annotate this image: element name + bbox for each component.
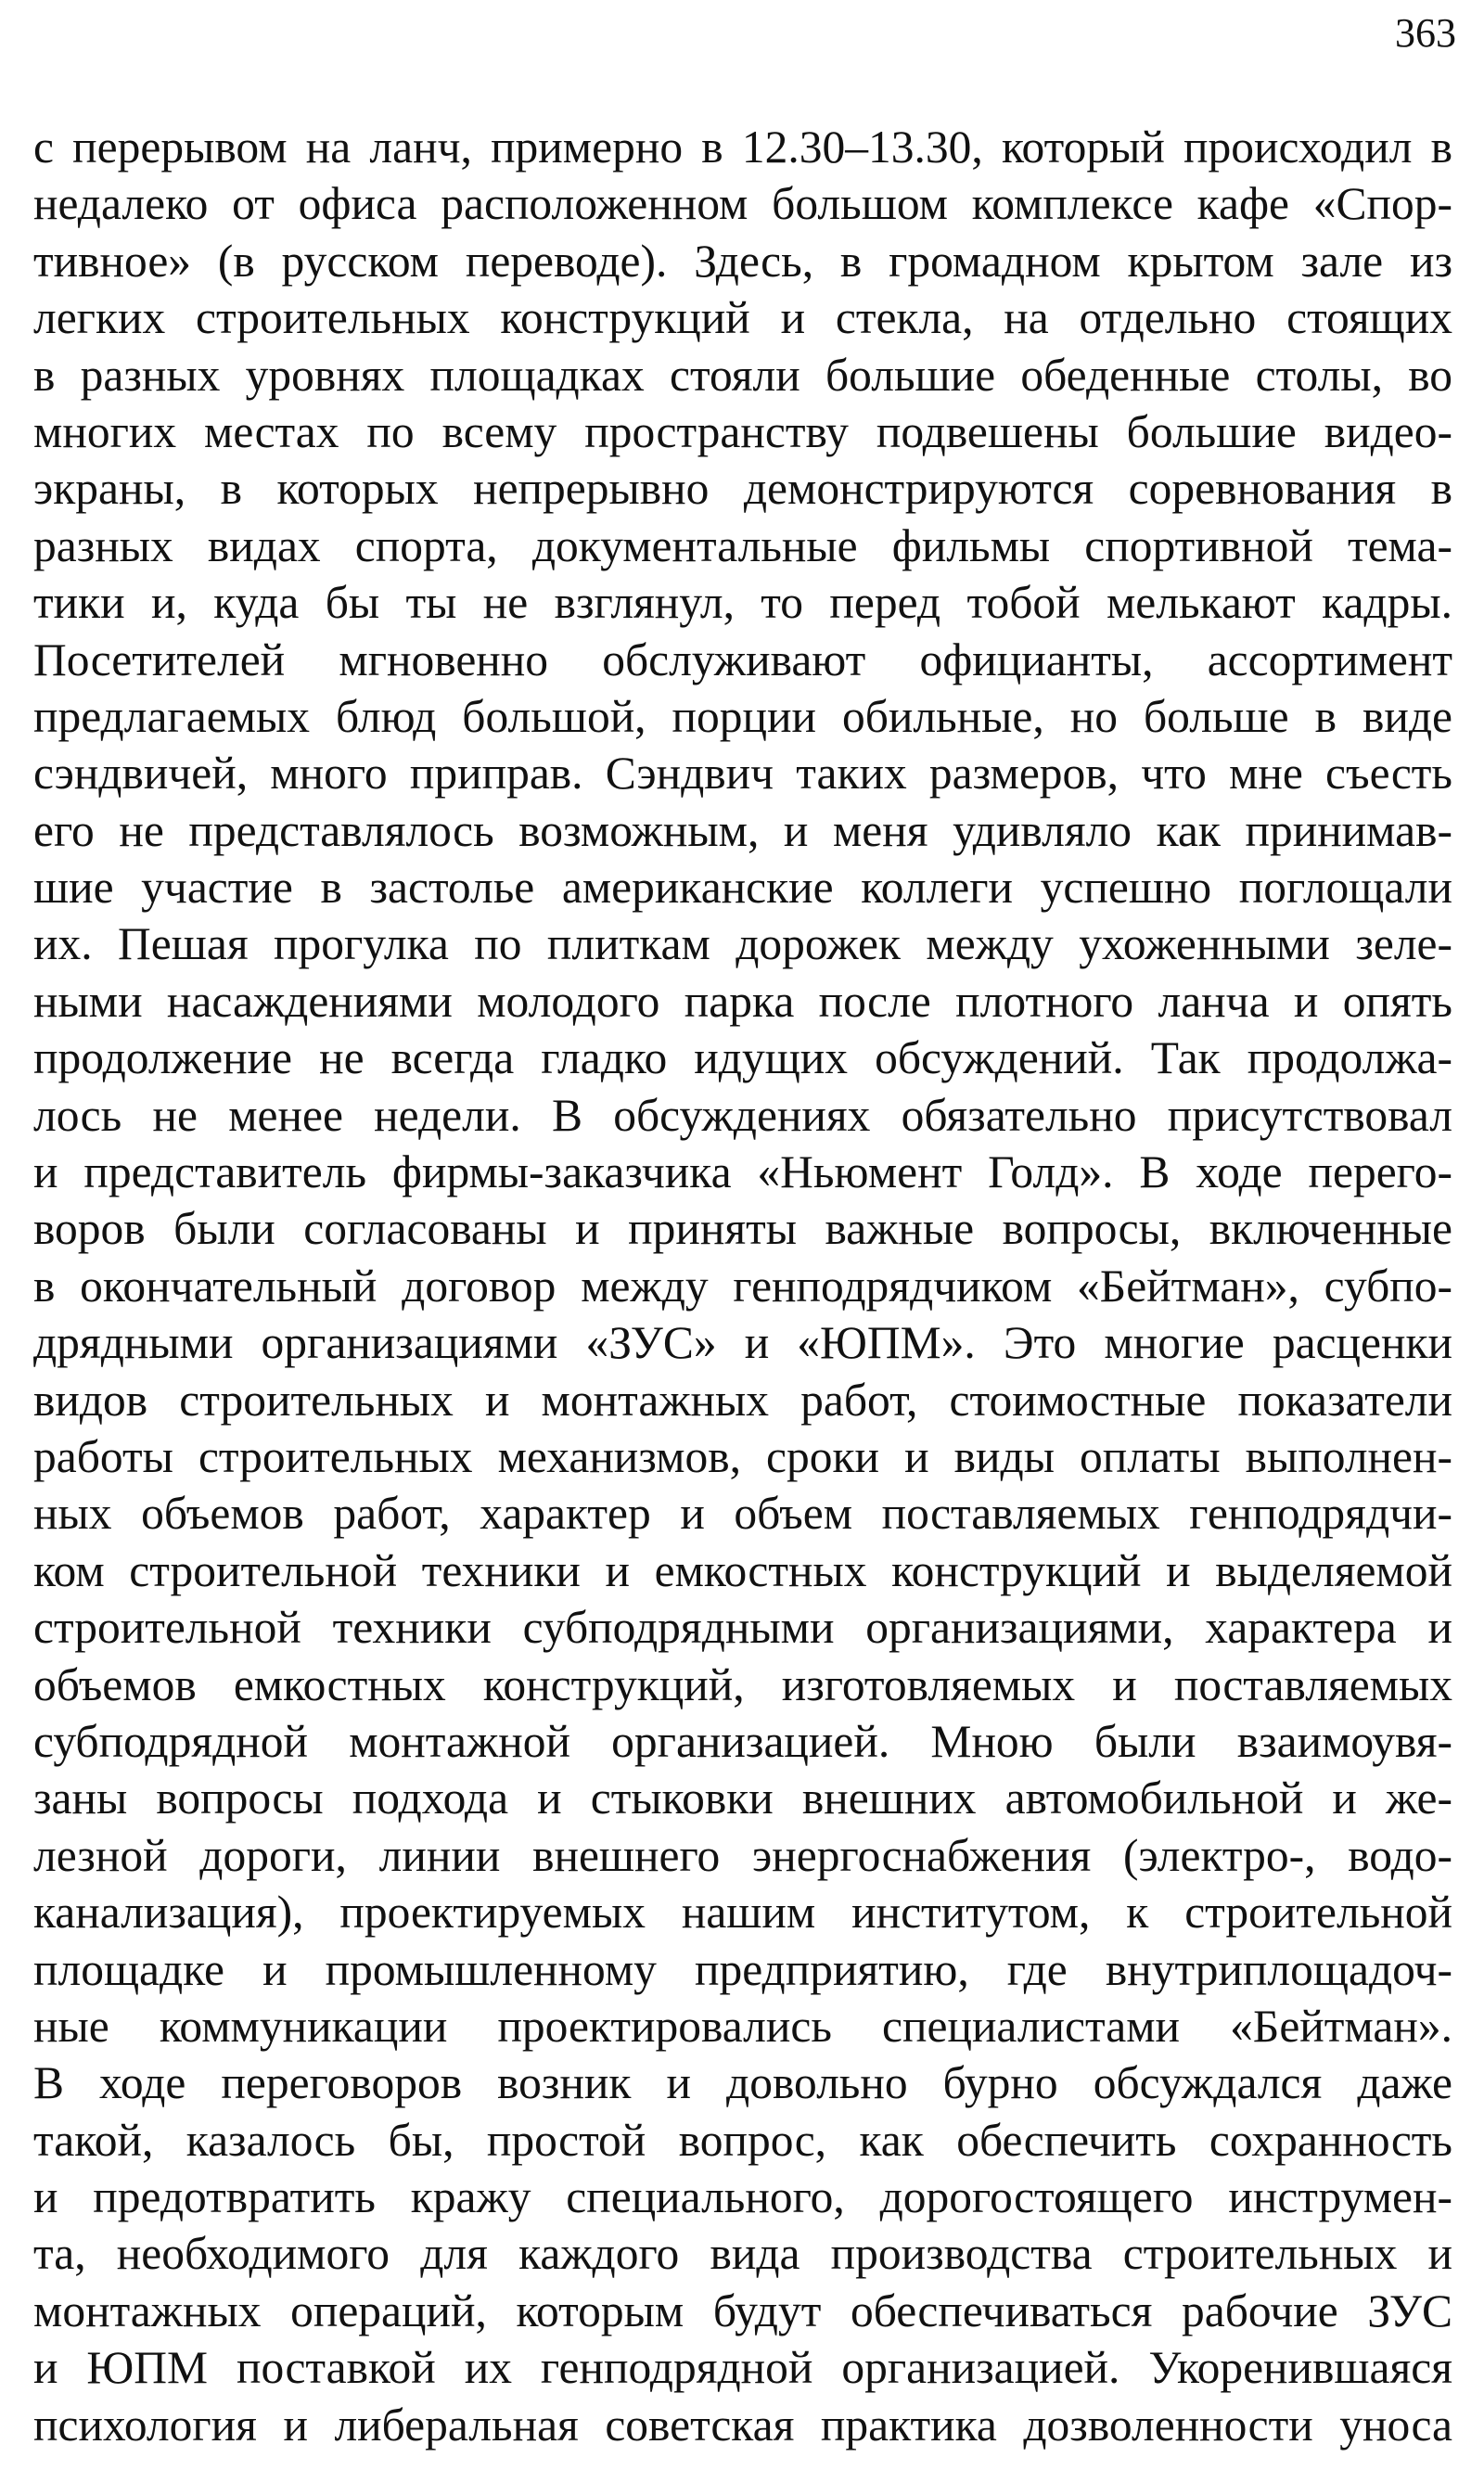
text-line: продолжение не всегда гладко идущих обсуждений. Так продолжа- [33, 1032, 1452, 1084]
text-line: канализация), проектируемых нашим институтом, к строительной [33, 1887, 1452, 1939]
text-line: и представитель фирмы-заказчика «Ньюмент Голд». В ходе перего- [33, 1146, 1452, 1198]
text-line: психология и либеральная советская практика дозволенности уноса [33, 2399, 1452, 2451]
text-line: его не представлялось возможным, и меня удивляло как принимав- [33, 804, 1452, 856]
text-line: воров были согласованы и приняты важные вопросы, включенные [33, 1203, 1452, 1255]
text-line: дрядными организациями «ЗУС» и «ЮПМ». Это многие расценки [33, 1317, 1452, 1369]
text-line: их. Пешая прогулка по плиткам дорожек между ухоженными зеле- [33, 918, 1452, 970]
text-line: тивное» (в русском переводе). Здесь, в громадном крытом зале из [33, 235, 1452, 287]
text-line: лезной дороги, линии внешнего энергоснабжения (электро-, водо- [33, 1829, 1452, 1881]
text-line: в разных уровнях площадках стояли большие обеденные столы, во [33, 349, 1452, 401]
text-line: тики и, куда бы ты не взглянул, то перед тобой мелькают кадры. [33, 577, 1452, 629]
text-line: строительной техники субподрядными организациями, характера и [33, 1602, 1452, 1654]
text-line: лось не менее недели. В обсуждениях обязательно присутствовал [33, 1089, 1452, 1141]
text-line: разных видах спорта, документальные фильмы спортивной тема- [33, 519, 1452, 571]
text-line: многих местах по всему пространству подвешены большие видео- [33, 405, 1452, 457]
text-line: видов строительных и монтажных работ, стоимостные показатели [33, 1374, 1452, 1426]
text-line: заны вопросы подхода и стыковки внешних автомобильной и же- [33, 1773, 1452, 1824]
text-line: субподрядной монтажной организацией. Мною были взаимоувя- [33, 1715, 1452, 1767]
text-line: Посетителей мгновенно обслуживают официанты, ассортимент [33, 634, 1452, 685]
text-line: шие участие в застолье американские коллеги успешно поглощали [33, 862, 1452, 914]
text-line: предлагаемых блюд большой, порции обильные, но больше в виде [33, 690, 1452, 742]
text-line: и ЮПМ поставкой их генподрядной организацией. Укоренившаяся [33, 2342, 1452, 2394]
text-line: площадке и промышленному предприятию, где внутриплощадоч- [33, 1943, 1452, 1995]
text-line: сэндвичей, много приправ. Сэндвич таких размеров, что мне съесть [33, 748, 1452, 800]
text-line: работы строительных механизмов, сроки и виды оплаты выполнен- [33, 1430, 1452, 1482]
text-line: такой, казалось бы, простой вопрос, как обеспечить сохранность [33, 2114, 1452, 2166]
text-line: объемов емкостных конструкций, изготовляемых и поставляемых [33, 1658, 1452, 1710]
text-line: ных объемов работ, характер и объем поставляемых генподрядчи- [33, 1488, 1452, 1540]
text-line: В ходе переговоров возник и довольно бурно обсуждался даже [33, 2057, 1452, 2109]
text-line: ные коммуникации проектировались специалистами «Бейтман». [33, 2000, 1452, 2052]
text-line: легких строительных конструкций и стекла, на отдельно стоящих [33, 292, 1452, 344]
text-line: недалеко от офиса расположенном большом комплексе кафе «Спор- [33, 178, 1452, 230]
text-line: экраны, в которых непрерывно демонстрируются соревнования в [33, 463, 1452, 515]
text-line: монтажных операций, которым будут обеспечиваться рабочие ЗУС [33, 2285, 1452, 2336]
text-line: та, необходимого для каждого вида производства строительных и [33, 2228, 1452, 2280]
text-line: с перерывом на ланч, примерно в 12.30–13.30, который происходил в [33, 122, 1452, 173]
text-line: в окончательный договор между генподрядчиком «Бейтман», субпо- [33, 1260, 1452, 1312]
text-line: и предотвратить кражу специального, дорогостоящего инструмен- [33, 2171, 1452, 2223]
page-body-text [33, 119, 1452, 2453]
text-line: ными насаждениями молодого парка после плотного ланча и опять [33, 975, 1452, 1027]
page-number: 363 [1395, 10, 1456, 56]
text-line: ком строительной техники и емкостных конструкций и выделяемой [33, 1544, 1452, 1596]
